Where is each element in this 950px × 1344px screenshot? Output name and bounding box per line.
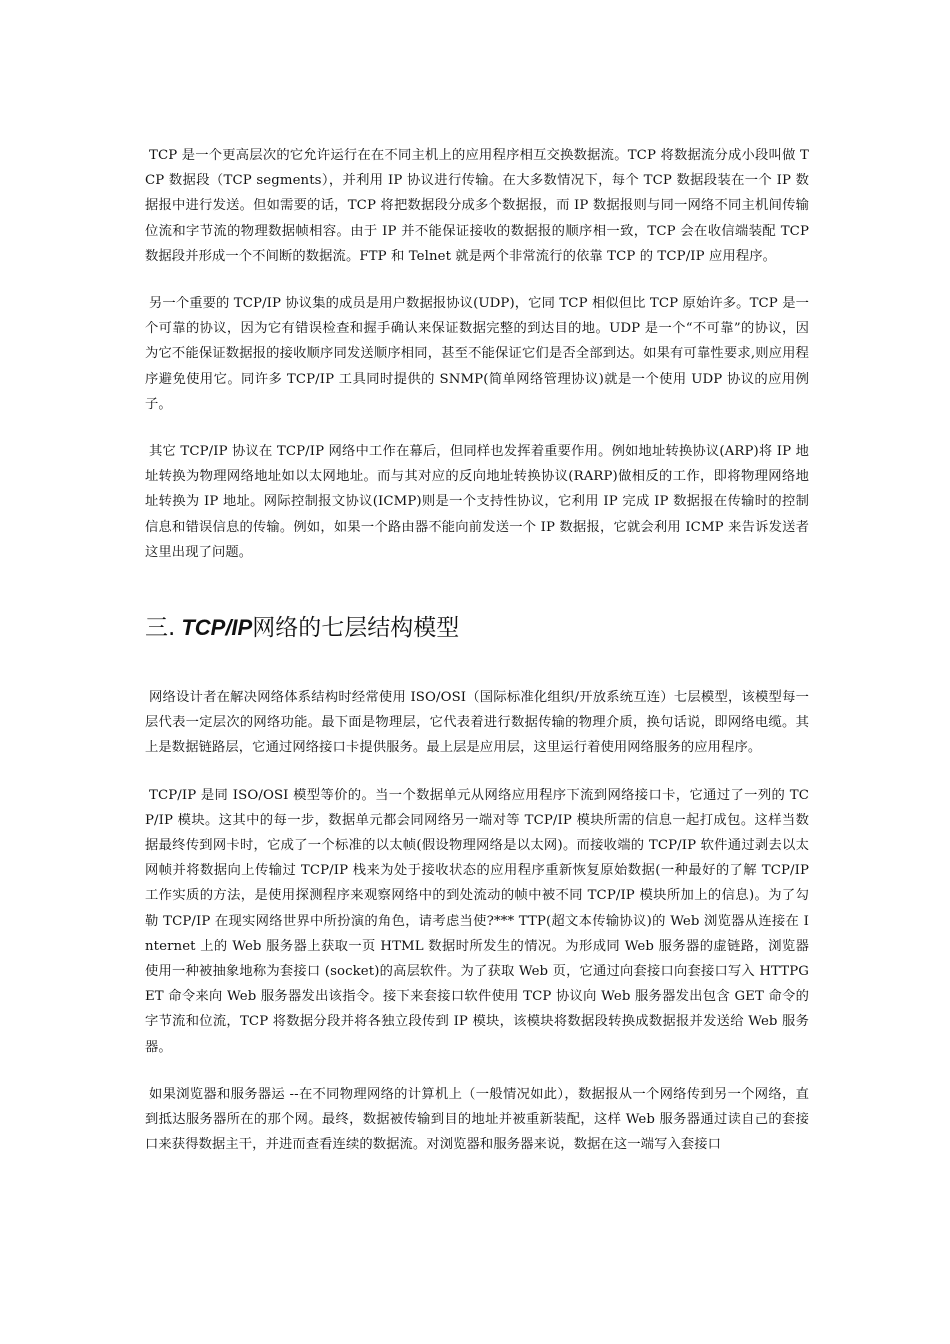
section-heading [145, 609, 809, 649]
document-body [145, 143, 809, 1158]
section-number: 三. [145, 615, 176, 642]
paragraph-other-protocols: 其它 TCP/IP 协议在 TCP/IP 网络中工作在幕后，但同样也发挥着重要作用。例如地址转换协议(ARP)将 IP 地址转换为物理网络地址如以太网地址。而与其对应的反向地址转换协议(RARP)做相反的工作，即将物理网络地址转换为 IP 地址。网际控制报文协议(ICMP)则是一个支持性协议，它利用 IP 完成 IP 数据报在传输时的控制信息和错误信息的传输。例如，如果一个路由器不能向前发送一个 IP 数据报，它就会利用 ICMP 来告诉发送者这里出现了问题。 [145, 444, 809, 560]
section-title: 网络的七层结构模型 [252, 615, 460, 642]
paragraph-osi-model: 网络设计者在解决网络体系结构时经常使用 ISO/OSI（国际标准化组织/开放系统互连）七层模型，该模型每一层代表一定层次的网络功能。最下面是物理层，它代表着进行数据传输的物理介质，换句话说，即网络电缆。其上是数据链路层，它通过网络接口卡提供服务。最上层是应用层，这里运行着使用网络服务的应用程序。 [145, 690, 809, 756]
paragraph-tcpip-equivalence: TCP/IP 是同 ISO/OSI 模型等价的。当一个数据单元从网络应用程序下流到网络接口卡，它通过了一列的 TCP/IP 模块。这其中的每一步，数据单元都会同网络另一端对等 TCP/IP 模块所需的信息一起打成包。这样当数据最终传到网卡时，它成了一个标准的以太帧(假设物理网络是以太网)。而接收端的 TCP/IP 软件通过剥去以太网帧并将数据向上传输过 TCP/IP 栈来为处于接收状态的应用程序重新恢复原始数据(一种最好的了解 TCP/IP 工作实质的方法，是使用探测程序来观察网络中的到处流动的帧中被不同 TCP/IP 模块所加上的信息)。为了勾勒 TCP/IP 在现实网络世界中所扮演的角色，请考虑当使?*** TTP(超文本传输协议)的 Web 浏览器从连接在 Internet 上的 Web 服务器上获取一页 HTML 数据时所发生的情况。为形成同 Web 服务器的虚链路，浏览器使用一种被抽象地称为套接口 (socket)的高层软件。为了获取 Web 页，它通过向套接口向套接口写入 HTTPGET 命令来向 Web 服务器发出该指令。接下来套接口软件使用 TCP 协议向 Web 服务器发出包含 GET 命令的字节流和位流，TCP 将数据分段并将各独立段传到 IP 模块，该模块将数据段转换成数据报并发送给 Web 服务器。 [145, 787, 809, 1055]
paragraph-tcp: TCP 是一个更高层次的它允许运行在在不同主机上的应用程序相互交换数据流。TCP 将数据流分成小段叫做 TCP 数据段（TCP segments），并利用 IP 协议进行传输。在大多数情况下，每个 TCP 数据段装在一个 IP 数据报中进行发送。但如需要的话，TCP 将把数据段分成多个数据报，而 IP 数据报则与同一网络不同主机间传输位流和字节流的物理数据帧相容。由于 IP 并不能保证接收的数据报的顺序相一致，TCP 会在收信端装配 TCP 数据段并形成一个不间断的数据流。FTP 和 Telnet 就是两个非常流行的依靠 TCP 的 TCP/IP 应用程序。 [145, 148, 809, 264]
paragraph-browser-server: 如果浏览器和服务器运 --在不同物理网络的计算机上（一般情况如此），数据报从一个网络传到另一个网络，直到抵达服务器所在的那个网。最终，数据被传输到目的地址并被重新装配，这样 Web 服务器通过读自己的套接口来获得数据主干，并进而查看连续的数据流。对浏览器和服务器来说，数据在这一端写入套接口 [145, 1086, 809, 1153]
section-acronym: TCP/IP [181, 615, 253, 641]
paragraph-udp: 另一个重要的 TCP/IP 协议集的成员是用户数据报协议(UDP)，它同 TCP 相似但比 TCP 原始许多。TCP 是一个可靠的协议，因为它有错误检查和握手确认来保证数据完整的到达目的地。UDP 是一个“不可靠”的协议，因为它不能保证数据报的接收顺序同发送顺序相同，甚至不能保证它们是否全部到达。如果有可靠性要求,则应用程序避免使用它。同许多 TCP/IP 工具同时提供的 SNMP(简单网络管理协议)就是一个使用 UDP 协议的应用例子。 [145, 296, 809, 412]
